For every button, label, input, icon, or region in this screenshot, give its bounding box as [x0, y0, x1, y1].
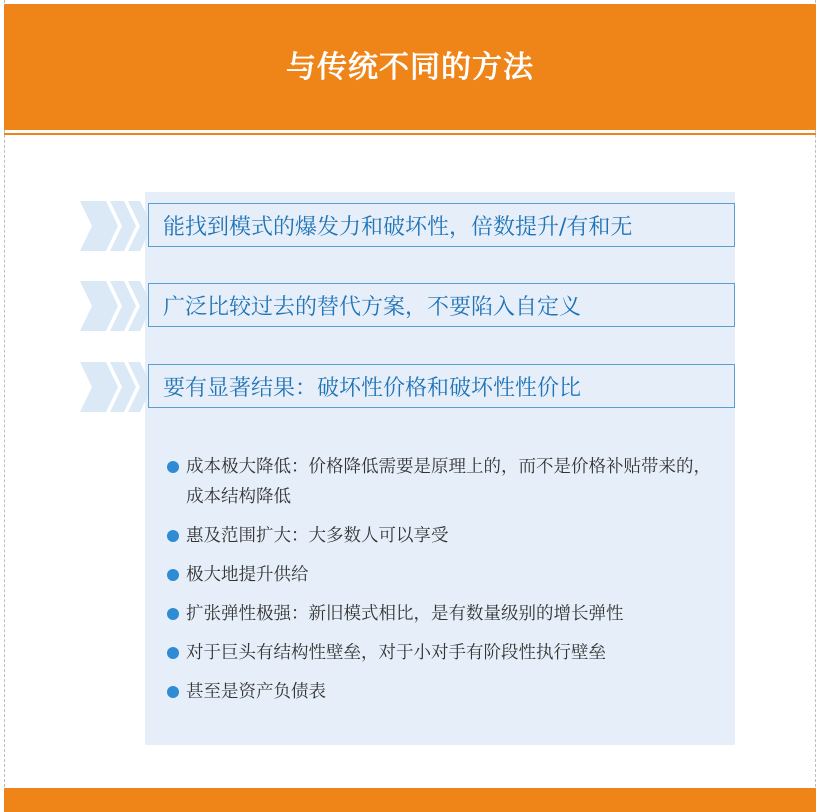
bullet-text: 成本极大降低：价格降低需要是原理上的，而不是价格补贴带来的，成本结构降低 [186, 457, 711, 507]
key-point-box [148, 364, 735, 408]
list-item [165, 560, 725, 590]
key-point-text: 广泛比较过去的替代方案，不要陷入自定义 [163, 294, 582, 320]
key-point-3 [80, 364, 735, 410]
key-point-box [148, 203, 735, 247]
bullet-text: 惠及范围扩大：大多数人可以享受 [186, 526, 449, 546]
bullet-text: 扩张弹性极强：新旧模式相比，是有数量级别的增长弹性 [186, 604, 624, 624]
header-banner [4, 4, 816, 130]
page-title: 与传统不同的方法 [286, 50, 534, 85]
bullet-text: 甚至是资产负债表 [186, 682, 326, 702]
key-point-text: 能找到模式的爆发力和破坏性，倍数提升/有和无 [163, 214, 633, 240]
bullet-text: 极大地提升供给 [186, 565, 309, 585]
bullet-dot-icon [167, 647, 179, 659]
bullet-dot-icon [167, 608, 179, 620]
list-item [165, 599, 725, 629]
bullet-dot-icon [167, 461, 179, 473]
header-divider [4, 133, 816, 135]
key-point-2 [80, 283, 735, 329]
key-point-text: 要有显著结果：破坏性价格和破坏性性价比 [163, 375, 582, 401]
footer-bar [4, 788, 816, 812]
bullet-dot-icon [167, 569, 179, 581]
key-point-1 [80, 203, 735, 249]
bullet-list [165, 452, 725, 716]
list-item [165, 638, 725, 668]
bullet-dot-icon [167, 530, 179, 542]
list-item [165, 677, 725, 707]
key-point-box [148, 283, 735, 327]
bullet-dot-icon [167, 686, 179, 698]
list-item [165, 452, 725, 512]
bullet-text: 对于巨头有结构性壁垒，对于小对手有阶段性执行壁垒 [186, 643, 606, 663]
list-item [165, 521, 725, 551]
